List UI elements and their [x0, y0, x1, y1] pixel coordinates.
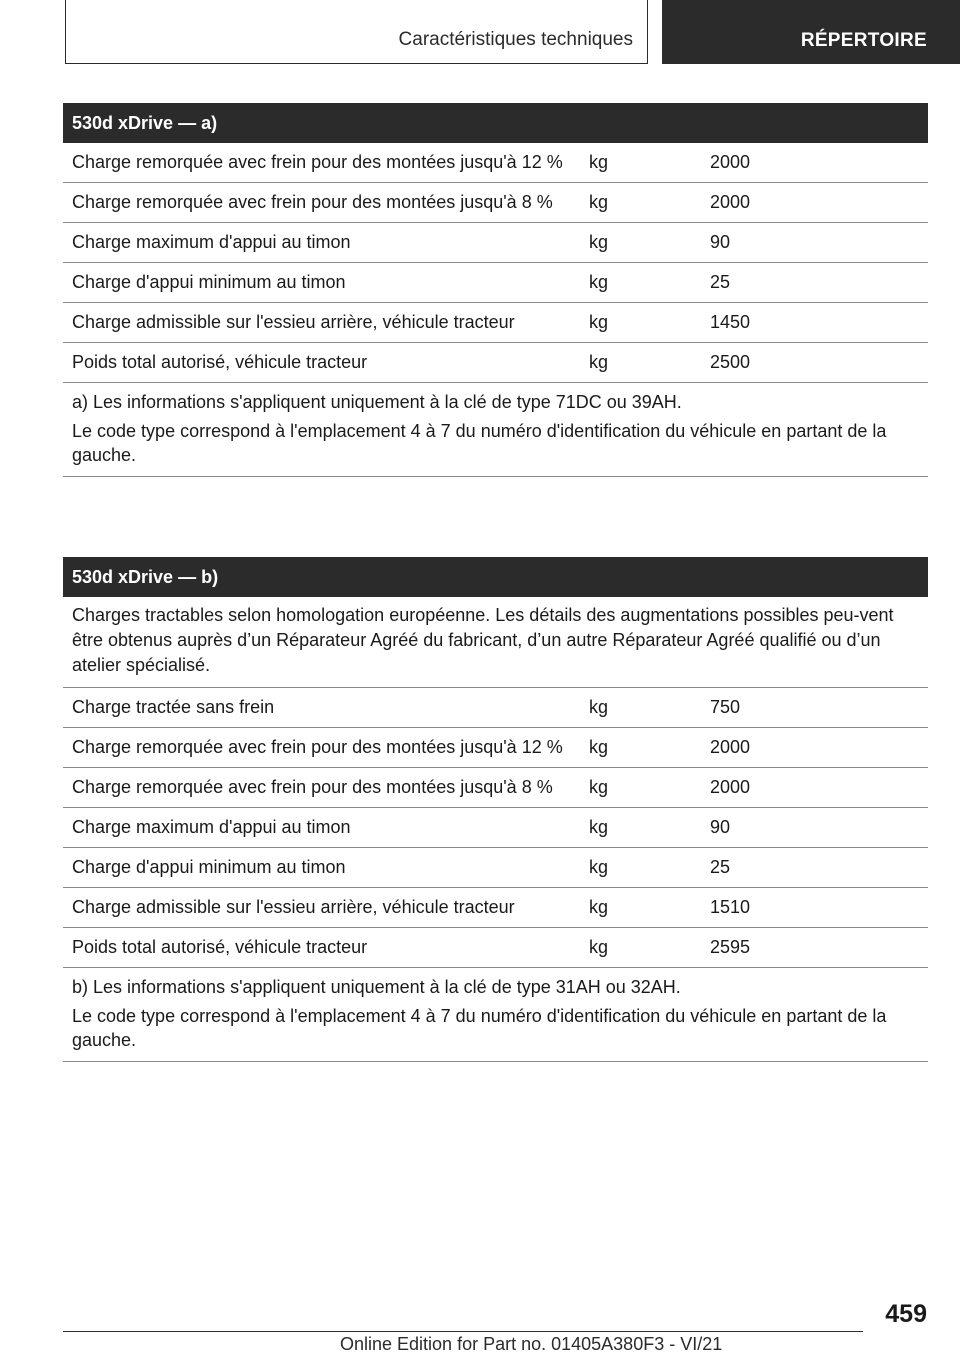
- spec-value: 25: [710, 272, 731, 292]
- spec-label: Charge d'appui minimum au timon: [72, 857, 346, 877]
- spec-value: 2000: [710, 777, 751, 797]
- note-line: Le code type correspond à l'emplacement 4 à 7 du numéro d'identification du véhicule en partant de la gauche.: [72, 421, 887, 465]
- table-intro: Charges tractables selon homologation européenne. Les détails des augmentations possibles peu-vent être obtenus auprès d’un Réparateur Agréé du fabricant, d’un autre Réparateur Agréé qualifié ou d’un atelier spécialisé.: [63, 597, 928, 688]
- table-row: [63, 343, 928, 383]
- table-row: [63, 143, 928, 183]
- table-title: 530d xDrive — a): [63, 103, 928, 143]
- header-tab-repertoire[interactable]: [662, 0, 960, 64]
- table-row: [63, 848, 928, 888]
- spec-label: Poids total autorisé, véhicule tracteur: [72, 352, 368, 372]
- spec-unit: kg: [589, 312, 609, 332]
- table-row: [63, 728, 928, 768]
- spec-table-b: [63, 557, 928, 1062]
- spec-unit: kg: [589, 192, 609, 212]
- spec-value: 2000: [710, 152, 751, 172]
- spec-label: Charge remorquée avec frein pour des montées jusqu'à 8 %: [72, 192, 553, 212]
- header-section-title: [65, 0, 648, 64]
- table-rows: [63, 688, 928, 968]
- spec-unit: kg: [589, 352, 609, 372]
- footer-divider: [63, 1331, 863, 1332]
- spec-unit: kg: [589, 817, 609, 837]
- table-note: [63, 383, 928, 477]
- spec-unit: kg: [589, 937, 609, 957]
- spec-label: Charge maximum d'appui au timon: [72, 232, 351, 252]
- spec-unit: kg: [589, 152, 609, 172]
- table-note: [63, 968, 928, 1062]
- table-row: [63, 183, 928, 223]
- table-row: [63, 303, 928, 343]
- spec-value: 90: [710, 817, 731, 837]
- edition-text: Online Edition for Part no. 01405A380F3 - VI/21: [340, 1334, 723, 1354]
- spec-unit: kg: [589, 232, 609, 252]
- spec-label: Charge admissible sur l'essieu arrière, véhicule tracteur: [72, 897, 515, 917]
- note-line: Le code type correspond à l'emplacement 4 à 7 du numéro d'identification du véhicule en partant de la gauche.: [72, 1006, 887, 1050]
- table-row: [63, 223, 928, 263]
- spec-label: Charge tractée sans frein: [72, 697, 275, 717]
- spec-unit: kg: [589, 272, 609, 292]
- table-row: [63, 808, 928, 848]
- spec-label: Charge d'appui minimum au timon: [72, 272, 346, 292]
- section-title: Caractéristiques techniques: [398, 29, 633, 50]
- spec-unit: kg: [589, 777, 609, 797]
- table-rows: [63, 143, 928, 383]
- spec-label: Charge remorquée avec frein pour des montées jusqu'à 8 %: [72, 777, 553, 797]
- spec-value: 2000: [710, 192, 751, 212]
- spec-label: Charge admissible sur l'essieu arrière, véhicule tracteur: [72, 312, 515, 332]
- table-row: [63, 888, 928, 928]
- spec-value: 25: [710, 857, 731, 877]
- spec-value: 750: [710, 697, 741, 717]
- tab-label: RÉPERTOIRE: [800, 30, 927, 51]
- spec-value: 2500: [710, 352, 751, 372]
- spec-label: Charge remorquée avec frein pour des montées jusqu'à 12 %: [72, 152, 563, 172]
- table-row: [63, 768, 928, 808]
- table-row: [63, 928, 928, 968]
- page-number: 459: [885, 1300, 927, 1328]
- spec-unit: kg: [589, 897, 609, 917]
- spec-label: Charge maximum d'appui au timon: [72, 817, 351, 837]
- spec-value: 1450: [710, 312, 751, 332]
- note-line: b) Les informations s'appliquent uniquement à la clé de type 31AH ou 32AH.: [72, 977, 681, 997]
- spec-label: Poids total autorisé, véhicule tracteur: [72, 937, 368, 957]
- spec-unit: kg: [589, 697, 609, 717]
- spec-value: 90: [710, 232, 731, 252]
- table-row: [63, 688, 928, 728]
- spec-unit: kg: [589, 737, 609, 757]
- note-line: a) Les informations s'appliquent uniquement à la clé de type 71DC ou 39AH.: [72, 392, 682, 412]
- spec-unit: kg: [589, 857, 609, 877]
- spec-table-a: [63, 103, 928, 477]
- spec-value: 2000: [710, 737, 751, 757]
- spec-value: 2595: [710, 937, 751, 957]
- spec-label: Charge remorquée avec frein pour des montées jusqu'à 12 %: [72, 737, 563, 757]
- table-title: 530d xDrive — b): [63, 557, 928, 597]
- table-row: [63, 263, 928, 303]
- spec-value: 1510: [710, 897, 751, 917]
